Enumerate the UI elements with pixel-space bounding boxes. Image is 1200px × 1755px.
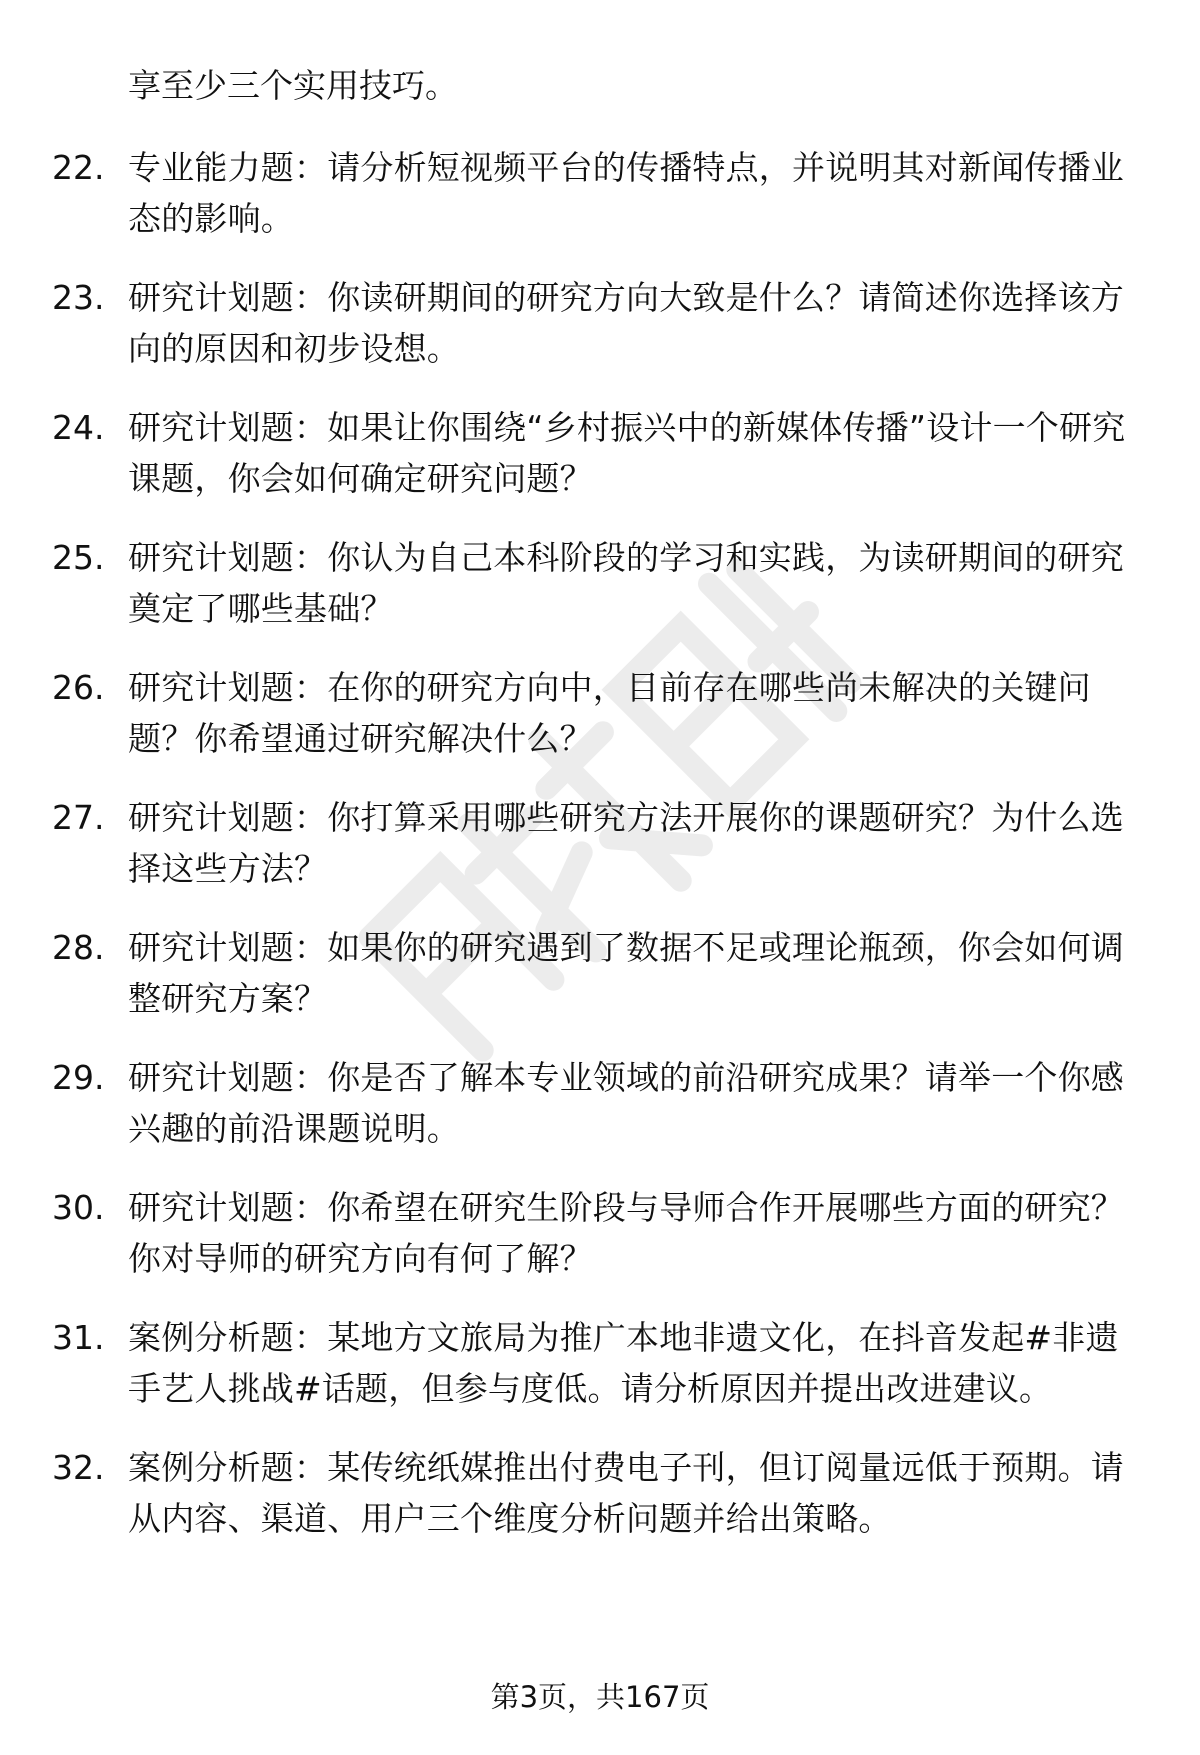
question-text: 研究计划题：你打算采用哪些研究方法开展你的课题研究？为什么选择这些方法？: [128, 798, 1124, 888]
question-number: 28.: [52, 928, 105, 967]
question-number: 24.: [52, 408, 105, 447]
question-number: 29.: [52, 1058, 105, 1097]
continued-text: 享至少三个实用技巧。: [128, 66, 458, 105]
list-item: [52, 1052, 1152, 1154]
question-text: 研究计划题：你是否了解本专业领域的前沿研究成果？请举一个你感兴趣的前沿课题说明。: [128, 1058, 1124, 1148]
question-number: 30.: [52, 1188, 105, 1227]
list-item: [52, 662, 1152, 764]
list-item: [52, 142, 1152, 244]
list-item: [52, 402, 1152, 504]
list-item: [52, 792, 1152, 894]
question-text: 研究计划题：你希望在研究生阶段与导师合作开展哪些方面的研究？你对导师的研究方向有何了解？: [128, 1188, 1124, 1278]
question-text: 案例分析题：某传统纸媒推出付费电子刊，但订阅量远低于预期。请从内容、渠道、用户三个维度分析问题并给出策略。: [128, 1448, 1124, 1538]
list-item: [52, 1312, 1152, 1414]
question-number: 26.: [52, 668, 105, 707]
page-number: 第3页，共167页: [490, 1680, 710, 1714]
question-number: 25.: [52, 538, 105, 577]
question-text: 研究计划题：如果让你围绕“乡村振兴中的新媒体传播”设计一个研究课题，你会如何确定研究问题？: [128, 408, 1126, 498]
question-number: 23.: [52, 278, 105, 317]
question-list: [52, 142, 1152, 1572]
question-text: 研究计划题：如果你的研究遇到了数据不足或理论瓶颈，你会如何调整研究方案？: [128, 928, 1124, 1018]
list-item: [52, 272, 1152, 374]
question-text: 研究计划题：你读研期间的研究方向大致是什么？请简述你选择该方向的原因和初步设想。: [128, 278, 1124, 368]
question-number: 27.: [52, 798, 105, 837]
question-text: 专业能力题：请分析短视频平台的传播特点，并说明其对新闻传播业态的影响。: [128, 148, 1124, 238]
question-text: 研究计划题：在你的研究方向中，目前存在哪些尚未解决的关键问题？你希望通过研究解决什么？: [128, 668, 1091, 758]
list-item: [52, 532, 1152, 634]
question-number: 32.: [52, 1448, 105, 1487]
list-item: [52, 1442, 1152, 1544]
question-text: 研究计划题：你认为自己本科阶段的学习和实践，为读研期间的研究奠定了哪些基础？: [128, 538, 1124, 628]
question-number: 31.: [52, 1318, 105, 1357]
list-item: [52, 1182, 1152, 1284]
question-text: 案例分析题：某地方文旅局为推广本地非遗文化，在抖音发起#非遗手艺人挑战#话题，但参与度低。请分析原因并提出改进建议。: [128, 1318, 1119, 1408]
list-item: [52, 922, 1152, 1024]
question-number: 22.: [52, 148, 105, 187]
